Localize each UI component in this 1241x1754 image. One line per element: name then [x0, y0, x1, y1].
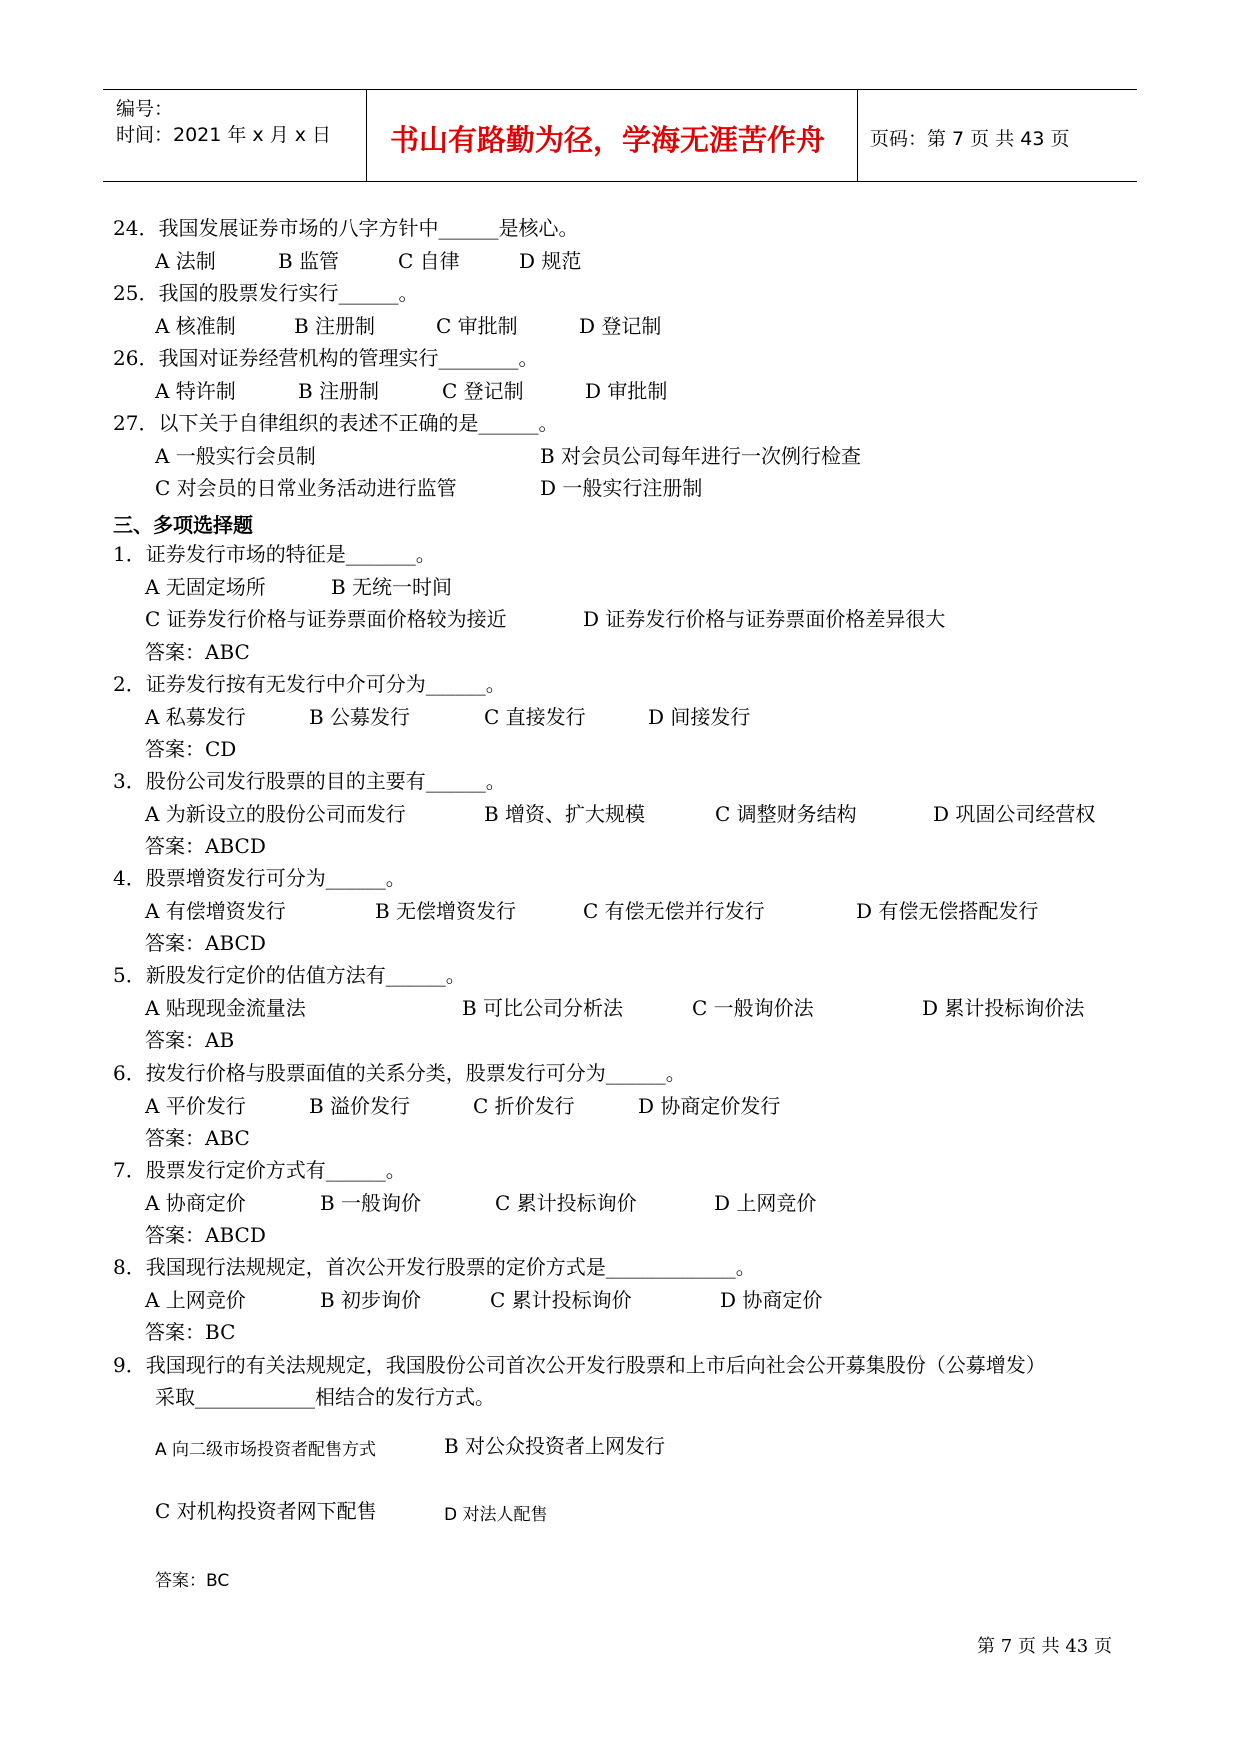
mq8-option-b: B 初步询价 [320, 1288, 422, 1312]
multi-question-4: 4．股票增资发行可分为______。 [113, 866, 406, 890]
mq3-option-a: A 为新设立的股份公司而发行 [145, 802, 406, 826]
q24-option-c: C 自律 [398, 249, 460, 273]
mq3-option-b: B 增资、扩大规模 [484, 802, 646, 826]
q26-option-b: B 注册制 [298, 379, 380, 403]
mq2-option-b: B 公募发行 [309, 705, 411, 729]
mq1-answer: 答案：ABC [145, 640, 250, 664]
header-page-label: 页码：第 7 页 共 43 页 [870, 128, 1070, 150]
header-divider-right [857, 89, 858, 182]
mq6-option-d: D 协商定价发行 [638, 1094, 781, 1118]
multi-question-5: 5．新股发行定价的估值方法有______。 [113, 963, 466, 987]
multi-question-8: 8．我国现行法规规定，首次公开发行股票的定价方式是_____________。 [113, 1255, 756, 1279]
mq4-option-b: B 无偿增资发行 [375, 899, 517, 923]
q24-option-a: A 法制 [155, 249, 216, 273]
q25-option-a: A 核准制 [155, 314, 236, 338]
q25-option-d: D 登记制 [579, 314, 662, 338]
mq8-option-a: A 上网竞价 [145, 1288, 246, 1312]
mq8-option-c: C 累计投标询价 [490, 1288, 632, 1312]
section-title-multiple-choice: 三、多项选择题 [113, 513, 253, 537]
document-code-label: 编号： [116, 98, 174, 120]
multi-question-1: 1．证券发行市场的特征是_______。 [113, 542, 436, 566]
mq1-option-a: A 无固定场所 [145, 575, 266, 599]
mq3-answer: 答案：ABCD [145, 834, 266, 858]
mq5-option-b: B 可比公司分析法 [462, 996, 624, 1020]
mq2-answer: 答案：CD [145, 737, 237, 761]
header-motto: 书山有路勤为径，学海无涯苦作舟 [390, 123, 826, 157]
mq1-option-d: D 证券发行价格与证券票面价格差异很大 [583, 607, 946, 631]
q26-option-c: C 登记制 [442, 379, 524, 403]
q26-option-d: D 审批制 [585, 379, 668, 403]
multi-question-6: 6．按发行价格与股票面值的关系分类，股票发行可分为______。 [113, 1061, 686, 1085]
mq6-option-c: C 折价发行 [473, 1094, 575, 1118]
mq9-option-c: C 对机构投资者网下配售 [155, 1499, 377, 1523]
mq8-answer: 答案：BC [145, 1320, 236, 1344]
mq9-option-b: B 对公众投资者上网发行 [444, 1434, 666, 1458]
mq6-option-a: A 平价发行 [145, 1094, 246, 1118]
q24-option-d: D 规范 [519, 249, 582, 273]
header-divider-left [366, 89, 367, 182]
mq7-option-c: C 累计投标询价 [495, 1191, 637, 1215]
q24-option-b: B 监管 [278, 249, 340, 273]
question-26: 26．我国对证券经营机构的管理实行________。 [113, 346, 539, 370]
mq5-option-d: D 累计投标询价法 [922, 996, 1085, 1020]
question-27: 27．以下关于自律组织的表述不正确的是______。 [113, 411, 559, 435]
mq7-option-a: A 协商定价 [145, 1191, 246, 1215]
mq9-option-d: D 对法人配售 [444, 1505, 548, 1525]
multi-question-9-line2: 采取____________相结合的发行方式。 [155, 1385, 495, 1409]
mq6-answer: 答案：ABC [145, 1126, 250, 1150]
q27-option-a: A 一般实行会员制 [155, 444, 316, 468]
multi-question-2: 2．证券发行按有无发行中介可分为______。 [113, 672, 506, 696]
q27-option-b: B 对会员公司每年进行一次例行检查 [540, 444, 862, 468]
mq2-option-d: D 间接发行 [648, 705, 751, 729]
question-24: 24．我国发展证券市场的八字方针中______是核心。 [113, 216, 579, 240]
mq4-option-d: D 有偿无偿搭配发行 [856, 899, 1039, 923]
multi-question-3: 3．股份公司发行股票的目的主要有______。 [113, 769, 506, 793]
header-bottom-rule [103, 181, 1137, 182]
q27-option-d: D 一般实行注册制 [540, 476, 703, 500]
mq9-answer: 答案：BC [155, 1571, 230, 1591]
mq4-answer: 答案：ABCD [145, 931, 266, 955]
header-top-rule [103, 89, 1137, 90]
footer-page-number: 第 7 页 共 43 页 [977, 1636, 1112, 1657]
multi-question-7: 7．股票发行定价方式有______。 [113, 1158, 406, 1182]
mq3-option-c: C 调整财务结构 [715, 802, 857, 826]
q26-option-a: A 特许制 [155, 379, 236, 403]
mq8-option-d: D 协商定价 [720, 1288, 823, 1312]
mq5-answer: 答案：AB [145, 1028, 235, 1052]
q27-option-c: C 对会员的日常业务活动进行监管 [155, 476, 457, 500]
mq1-option-c: C 证券发行价格与证券票面价格较为接近 [145, 607, 507, 631]
mq7-option-d: D 上网竞价 [714, 1191, 817, 1215]
mq4-option-a: A 有偿增资发行 [145, 899, 286, 923]
question-25: 25．我国的股票发行实行______。 [113, 281, 419, 305]
mq2-option-a: A 私募发行 [145, 705, 246, 729]
mq3-option-d: D 巩固公司经营权 [933, 802, 1096, 826]
mq5-option-a: A 贴现现金流量法 [145, 996, 306, 1020]
mq9-option-a: A 向二级市场投资者配售方式 [155, 1440, 377, 1460]
q25-option-c: C 审批制 [436, 314, 518, 338]
mq4-option-c: C 有偿无偿并行发行 [583, 899, 765, 923]
multi-question-9-line1: 9．我国现行的有关法规规定，我国股份公司首次公开发行股票和上市后向社会公开募集股份（公募增发） [113, 1353, 1046, 1377]
mq5-option-c: C 一般询价法 [692, 996, 814, 1020]
mq7-answer: 答案：ABCD [145, 1223, 266, 1247]
mq2-option-c: C 直接发行 [484, 705, 586, 729]
q25-option-b: B 注册制 [294, 314, 376, 338]
mq7-option-b: B 一般询价 [320, 1191, 422, 1215]
mq6-option-b: B 溢价发行 [309, 1094, 411, 1118]
mq1-option-b: B 无统一时间 [331, 575, 453, 599]
document-time: 时间：2021 年 x 月 x 日 [116, 124, 332, 146]
